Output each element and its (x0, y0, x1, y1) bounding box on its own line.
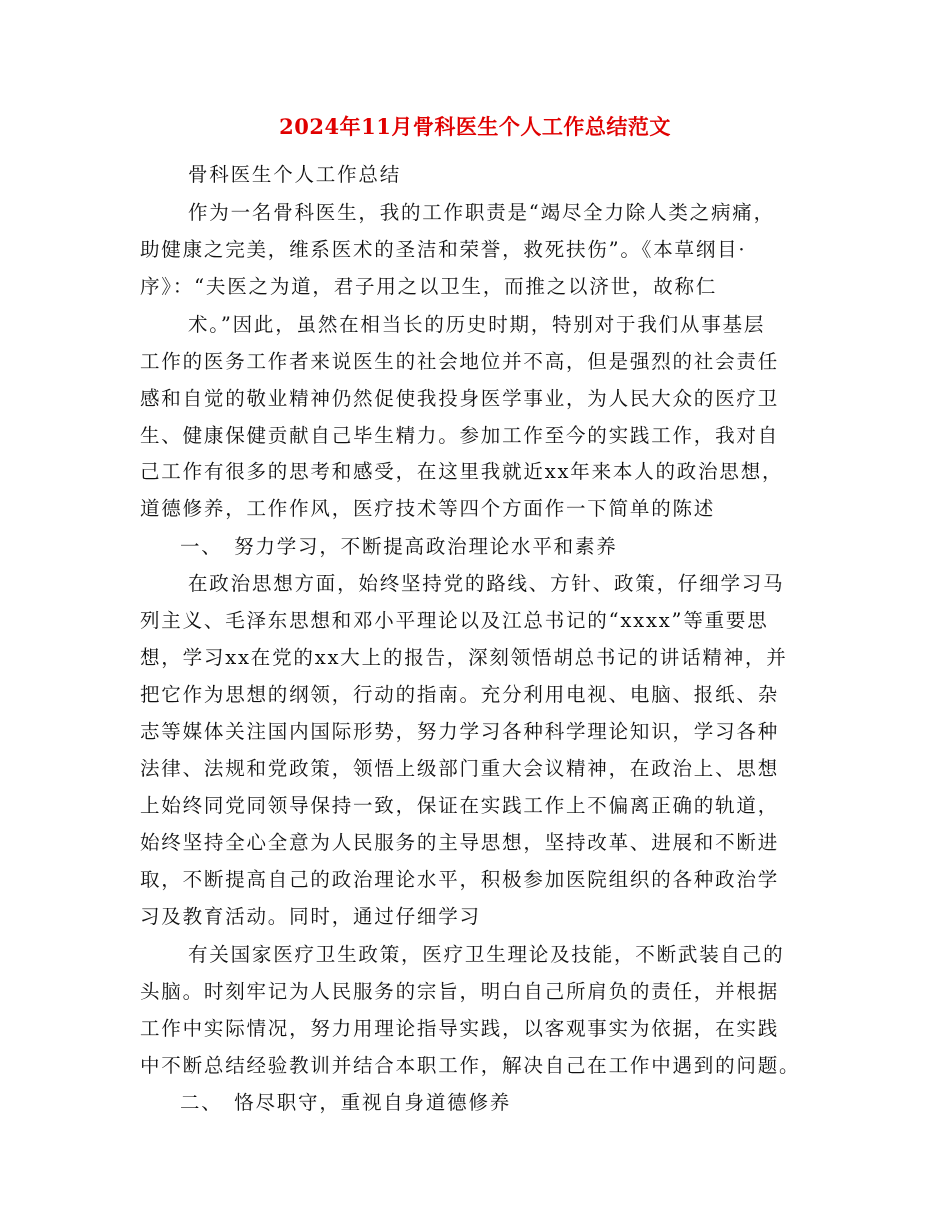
paragraph-line: 想，学习xx在党的xx大上的报告，深刻领悟胡总书记的讲话精神，并 (140, 646, 788, 669)
paragraph-line: 工作的医务工作者来说医生的社会地位并不高，但是强烈的社会责任 (140, 350, 780, 373)
paragraph-line: 法律、法规和党政策，领悟上级部门重大会议精神，在政治上、思想 (140, 757, 780, 780)
paragraph-line: 工作中实际情况，努力用理论指导实践，以客观事实为依据，在实践 (140, 1017, 780, 1040)
paragraph-line: 作为一名骨科医生，我的工作职责是“竭尽全力除人类之病痛， (188, 201, 775, 224)
paragraph-line: 志等媒体关注国内国际形势，努力学习各种科学理论知识，学习各种 (140, 720, 780, 743)
paragraph-line: 骨科医生个人工作总结 (188, 163, 402, 186)
paragraph-line: 中不断总结经验教训并结合本职工作，解决自己在工作中遇到的问题。 (140, 1054, 801, 1077)
paragraph-line: 习及教育活动。同时，通过仔细学习 (140, 905, 481, 928)
paragraph-line: 把它作为思想的纲领，行动的指南。充分利用电视、电脑、报纸、杂 (140, 683, 780, 706)
paragraph-line: 己工作有很多的思考和感受，在这里我就近xx年来本人的政治思想， (140, 460, 784, 483)
paragraph-line: 始终坚持全心全意为人民服务的主导思想，坚持改革、进展和不断进 (140, 831, 780, 854)
document-title: 2024年11月骨科医生个人工作总结范文 (279, 114, 671, 139)
paragraph-line: 上始终同党同领导保持一致，保证在实践工作上不偏离正确的轨道， (140, 794, 780, 817)
paragraph-line: 序》：“夫医之为道，君子用之以卫生，而推之以济世，故称仁 (140, 275, 718, 298)
paragraph-line: 感和自觉的敬业精神仍然促使我投身医学事业，为人民大众的医疗卫 (140, 387, 780, 410)
paragraph-line: 头脑。时刻牢记为人民服务的宗旨，明白自己所肩负的责任，并根据 (140, 980, 780, 1003)
paragraph-line: 道德修养，工作作风，医疗技术等四个方面作一下简单的陈述 (140, 497, 716, 520)
section-heading: 二、 恪尽职守，重视自身道德修养 (180, 1091, 512, 1114)
paragraph-line: 在政治思想方面，始终坚持党的路线、方针、政策，仔细学习马 (188, 572, 785, 595)
paragraph-line: 助健康之完美，维系医术的圣洁和荣誉，救死扶伤”。《本草纲目· (140, 238, 747, 261)
section-heading: 一、 努力学习，不断提高政治理论水平和素养 (180, 535, 618, 558)
paragraph-line: 生、健康保健贡献自己毕生精力。参加工作至今的实践工作，我对自 (140, 424, 780, 447)
paragraph-line: 列主义、毛泽东思想和邓小平理论以及江总书记的“xxxx”等重要思 (140, 609, 769, 632)
paragraph-line: 有关国家医疗卫生政策，医疗卫生理论及技能，不断武装自己的 (188, 943, 785, 966)
paragraph-line: 取，不断提高自己的政治理论水平，积极参加医院组织的各种政治学 (140, 868, 780, 891)
paragraph-line: 术。”因此，虽然在相当长的历史时期，特别对于我们从事基层 (188, 313, 766, 336)
